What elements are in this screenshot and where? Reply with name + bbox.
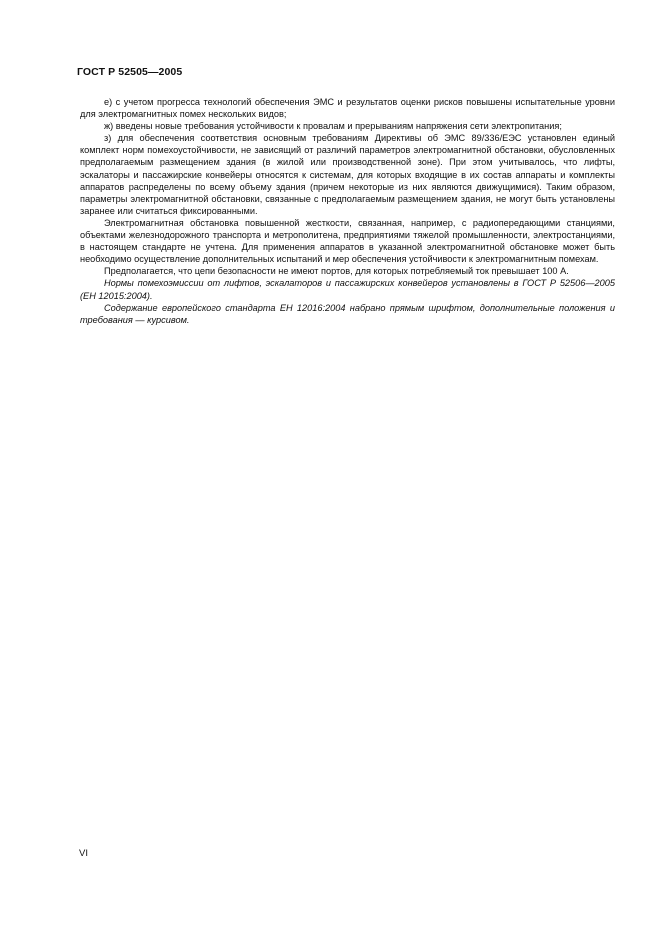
paragraph-safety-circuits: Предполагается, что цепи безопасности не имеют портов, для которых потребляемый ток превышает 100 А. bbox=[104, 266, 569, 277]
paragraph-electromagnetic-environment: Электромагнитная обстановка повышенной жесткости, связанная, например, с радиопередающими станциями, объектами железнодорожного транспорта и метрополитена, предприятиями тяжелой промышленности, электростанциями, в настоящем стандарте не учтена. Для применения аппаратов в указанной электромагнитной обстановке может быть необходимо осуществление дополнительных испытаний и мер обеспечения устойчивости к электромагнитным помехам. bbox=[80, 217, 615, 265]
paragraph-typeface-note: Содержание европейского стандарта ЕН 12016:2004 набрано прямым шрифтом, дополнительные положения и требования — курсивом. bbox=[80, 302, 615, 325]
paragraph-e: е) с учетом прогресса технологий обеспечения ЭМС и результатов оценки рисков повышены испытательные уровни для электромагнитных помех нескольких видов; bbox=[80, 97, 615, 120]
page-number: VI bbox=[79, 848, 88, 859]
paragraph-zh: ж) введены новые требования устойчивости к провалам и прерываниям напряжения сети электропитания; bbox=[104, 121, 562, 132]
document-body bbox=[80, 96, 615, 326]
paragraph-emission-norms: Нормы помехоэмиссии от лифтов, эскалаторов и пассажирских конвейеров установлены в ГОСТ Р 52506—2005 (ЕН 12015:2004). bbox=[80, 278, 615, 301]
document-header: ГОСТ Р 52505—2005 bbox=[77, 66, 183, 78]
paragraph-z: з) для обеспечения соответствия основным требованиям Директивы об ЭМС 89/336/ЕЭС установлен единый комплект норм помехоустойчивости, не зависящий от различий параметров электромагнитной обстановки, обусловленных предполагаемым размещением здания (в жилой или производственной зоне). При этом учитывалось, что лифты, эскалаторы и пассажирские конвейеры относятся к системам, для которых входящие в их состав аппараты и комплекты аппаратов распределены по всему объему здания (причем некоторые из них являются движущимися). Таким образом, параметры электромагнитной обстановки, связанные с предполагаемым размещением здания, не могут быть установлены заранее или считаться фиксированными. bbox=[80, 133, 615, 216]
